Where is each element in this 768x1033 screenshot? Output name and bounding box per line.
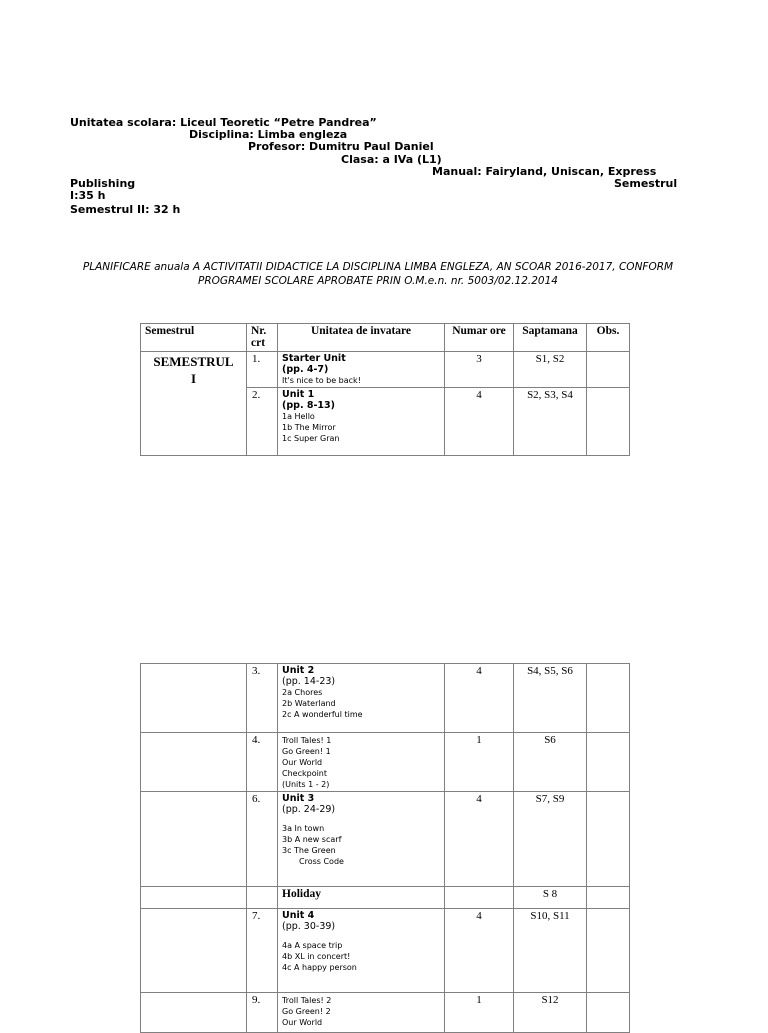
unit-title: Unit 1 [282, 389, 315, 400]
unit-cell [278, 664, 445, 733]
table-row [141, 887, 630, 909]
planning-table-2 [140, 663, 630, 1033]
table-row [141, 664, 630, 733]
semester1-hours: I:35 h [70, 189, 106, 202]
lesson-item: 1c Super Gran [282, 434, 340, 443]
school-unit: Unitatea scolara: Liceul Teoretic “Petre Pandrea” [70, 116, 377, 129]
unit-title: Unit 4 [282, 910, 315, 921]
unit-cell [278, 733, 445, 792]
semester-cell [141, 887, 247, 909]
unit-title: Starter Unit [282, 353, 346, 364]
row-number [247, 887, 278, 909]
obs-cell [587, 887, 630, 909]
semester-cell [141, 909, 247, 993]
lesson-item: Go Green! 2 [282, 1007, 331, 1016]
obs-cell [587, 993, 630, 1033]
title-line-1: PLANIFICARE anuala A ACTIVITATII DIDACTICE LA DISCIPLINA LIMBA ENGLEZA, AN SCOAR 2016-2017, CONFORM [82, 261, 674, 273]
manual: Manual: Fairyland, Uniscan, Express [432, 165, 657, 178]
hours-cell: 1 [445, 993, 514, 1033]
obs-cell [587, 733, 630, 792]
lesson-item: Our World [282, 1018, 323, 1027]
obs-cell [587, 352, 630, 388]
unit-cell [278, 388, 445, 456]
semester-cell [141, 993, 247, 1033]
lesson-item: 4b XL in concert! [282, 952, 351, 961]
semester-label-line-1: SEMESTRUL [153, 354, 234, 369]
semester-cell [141, 733, 247, 792]
table-row [141, 909, 630, 993]
teacher: Profesor: Dumitru Paul Daniel [248, 140, 434, 153]
lesson-item: Go Green! 1 [282, 747, 331, 756]
lesson-item: 1b The Mirror [282, 423, 336, 432]
hours-cell: 1 [445, 733, 514, 792]
table-header-row [141, 324, 630, 352]
row-number: 9. [247, 993, 278, 1033]
unit-title: Unit 3 [282, 793, 315, 804]
lesson-item: 4a A space trip [282, 941, 343, 950]
lesson-item: Checkpoint [282, 769, 328, 778]
unit-pages: (pp. 14-23) [282, 676, 336, 687]
row-number: 6. [247, 792, 278, 887]
subject: Disciplina: Limba engleza [189, 128, 348, 141]
lesson-item: 3c The Green [282, 846, 336, 855]
holiday-label: Holiday [278, 887, 445, 909]
lesson-item: Troll Tales! 1 [282, 736, 332, 745]
hours-cell: 4 [445, 388, 514, 456]
lesson-item: Our World [282, 758, 323, 767]
header-obs: Obs. [587, 324, 630, 352]
row-number: 4. [247, 733, 278, 792]
lesson-item: 2b Waterland [282, 699, 336, 708]
week-cell: S2, S3, S4 [514, 388, 587, 456]
unit-pages: (pp. 30-39) [282, 921, 336, 932]
obs-cell [587, 792, 630, 887]
row-number: 3. [247, 664, 278, 733]
lesson-item: 3b A new scarf [282, 835, 342, 844]
unit-cell [278, 792, 445, 887]
spacer [282, 815, 440, 823]
unit-pages: (pp. 24-29) [282, 804, 336, 815]
obs-cell [587, 664, 630, 733]
obs-cell [587, 909, 630, 993]
hours-cell: 4 [445, 792, 514, 887]
lesson-item: Cross Code [299, 857, 344, 866]
semester-cell [141, 792, 247, 887]
lesson-item: 3a In town [282, 824, 325, 833]
document-title [70, 260, 686, 288]
week-cell: S7, S9 [514, 792, 587, 887]
table-row [141, 733, 630, 792]
semester-cell [141, 664, 247, 733]
title-line-2: PROGRAMEI SCOLARE APROBATE PRIN O.M.e.n. nr. 5003/02.12.2014 [198, 275, 558, 287]
lesson-item: (Units 1 - 2) [282, 780, 330, 789]
spacer [282, 932, 440, 940]
week-cell: S6 [514, 733, 587, 792]
unit-pages: (pp. 4-7) [282, 364, 329, 375]
week-cell: S10, S11 [514, 909, 587, 993]
semester2-hours: Semestrul II: 32 h [70, 203, 181, 216]
hours-cell: 4 [445, 664, 514, 733]
unit-cell [278, 909, 445, 993]
table-row [141, 352, 630, 388]
week-cell: S1, S2 [514, 352, 587, 388]
lesson-item: 4c A happy person [282, 963, 357, 972]
header-nr-crt: Nr. crt [247, 324, 278, 352]
header-unitatea: Unitatea de invatare [278, 324, 445, 352]
lesson-item: It's nice to be back! [282, 376, 361, 385]
week-cell: S12 [514, 993, 587, 1033]
week-cell: S 8 [514, 887, 587, 909]
lesson-item: 2a Chores [282, 688, 323, 697]
table-row [141, 993, 630, 1033]
obs-cell [587, 388, 630, 456]
row-number: 7. [247, 909, 278, 993]
unit-cell [278, 993, 445, 1033]
semester-cell [141, 352, 247, 456]
unit-title: Unit 2 [282, 665, 315, 676]
header-semestrul: Semestrul [141, 324, 247, 352]
week-cell: S4, S5, S6 [514, 664, 587, 733]
lesson-item: Troll Tales! 2 [282, 996, 332, 1005]
semester-label: Semestrul [614, 177, 678, 190]
lesson-item: 2c A wonderful time [282, 710, 363, 719]
class: Clasa: a IVa (L1) [341, 153, 442, 166]
table-row [141, 792, 630, 887]
row-number: 1. [247, 352, 278, 388]
publishing: Publishing [70, 177, 136, 190]
unit-pages: (pp. 8-13) [282, 400, 335, 411]
semester-label-line-2: I [190, 371, 197, 386]
header-numar-ore: Numar ore [445, 324, 514, 352]
unit-cell [278, 352, 445, 388]
hours-cell: 4 [445, 909, 514, 993]
hours-cell [445, 887, 514, 909]
row-number: 2. [247, 388, 278, 456]
header-saptamana: Saptamana [514, 324, 587, 352]
hours-cell: 3 [445, 352, 514, 388]
planning-table-1 [140, 323, 630, 456]
lesson-item: 1a Hello [282, 412, 315, 421]
